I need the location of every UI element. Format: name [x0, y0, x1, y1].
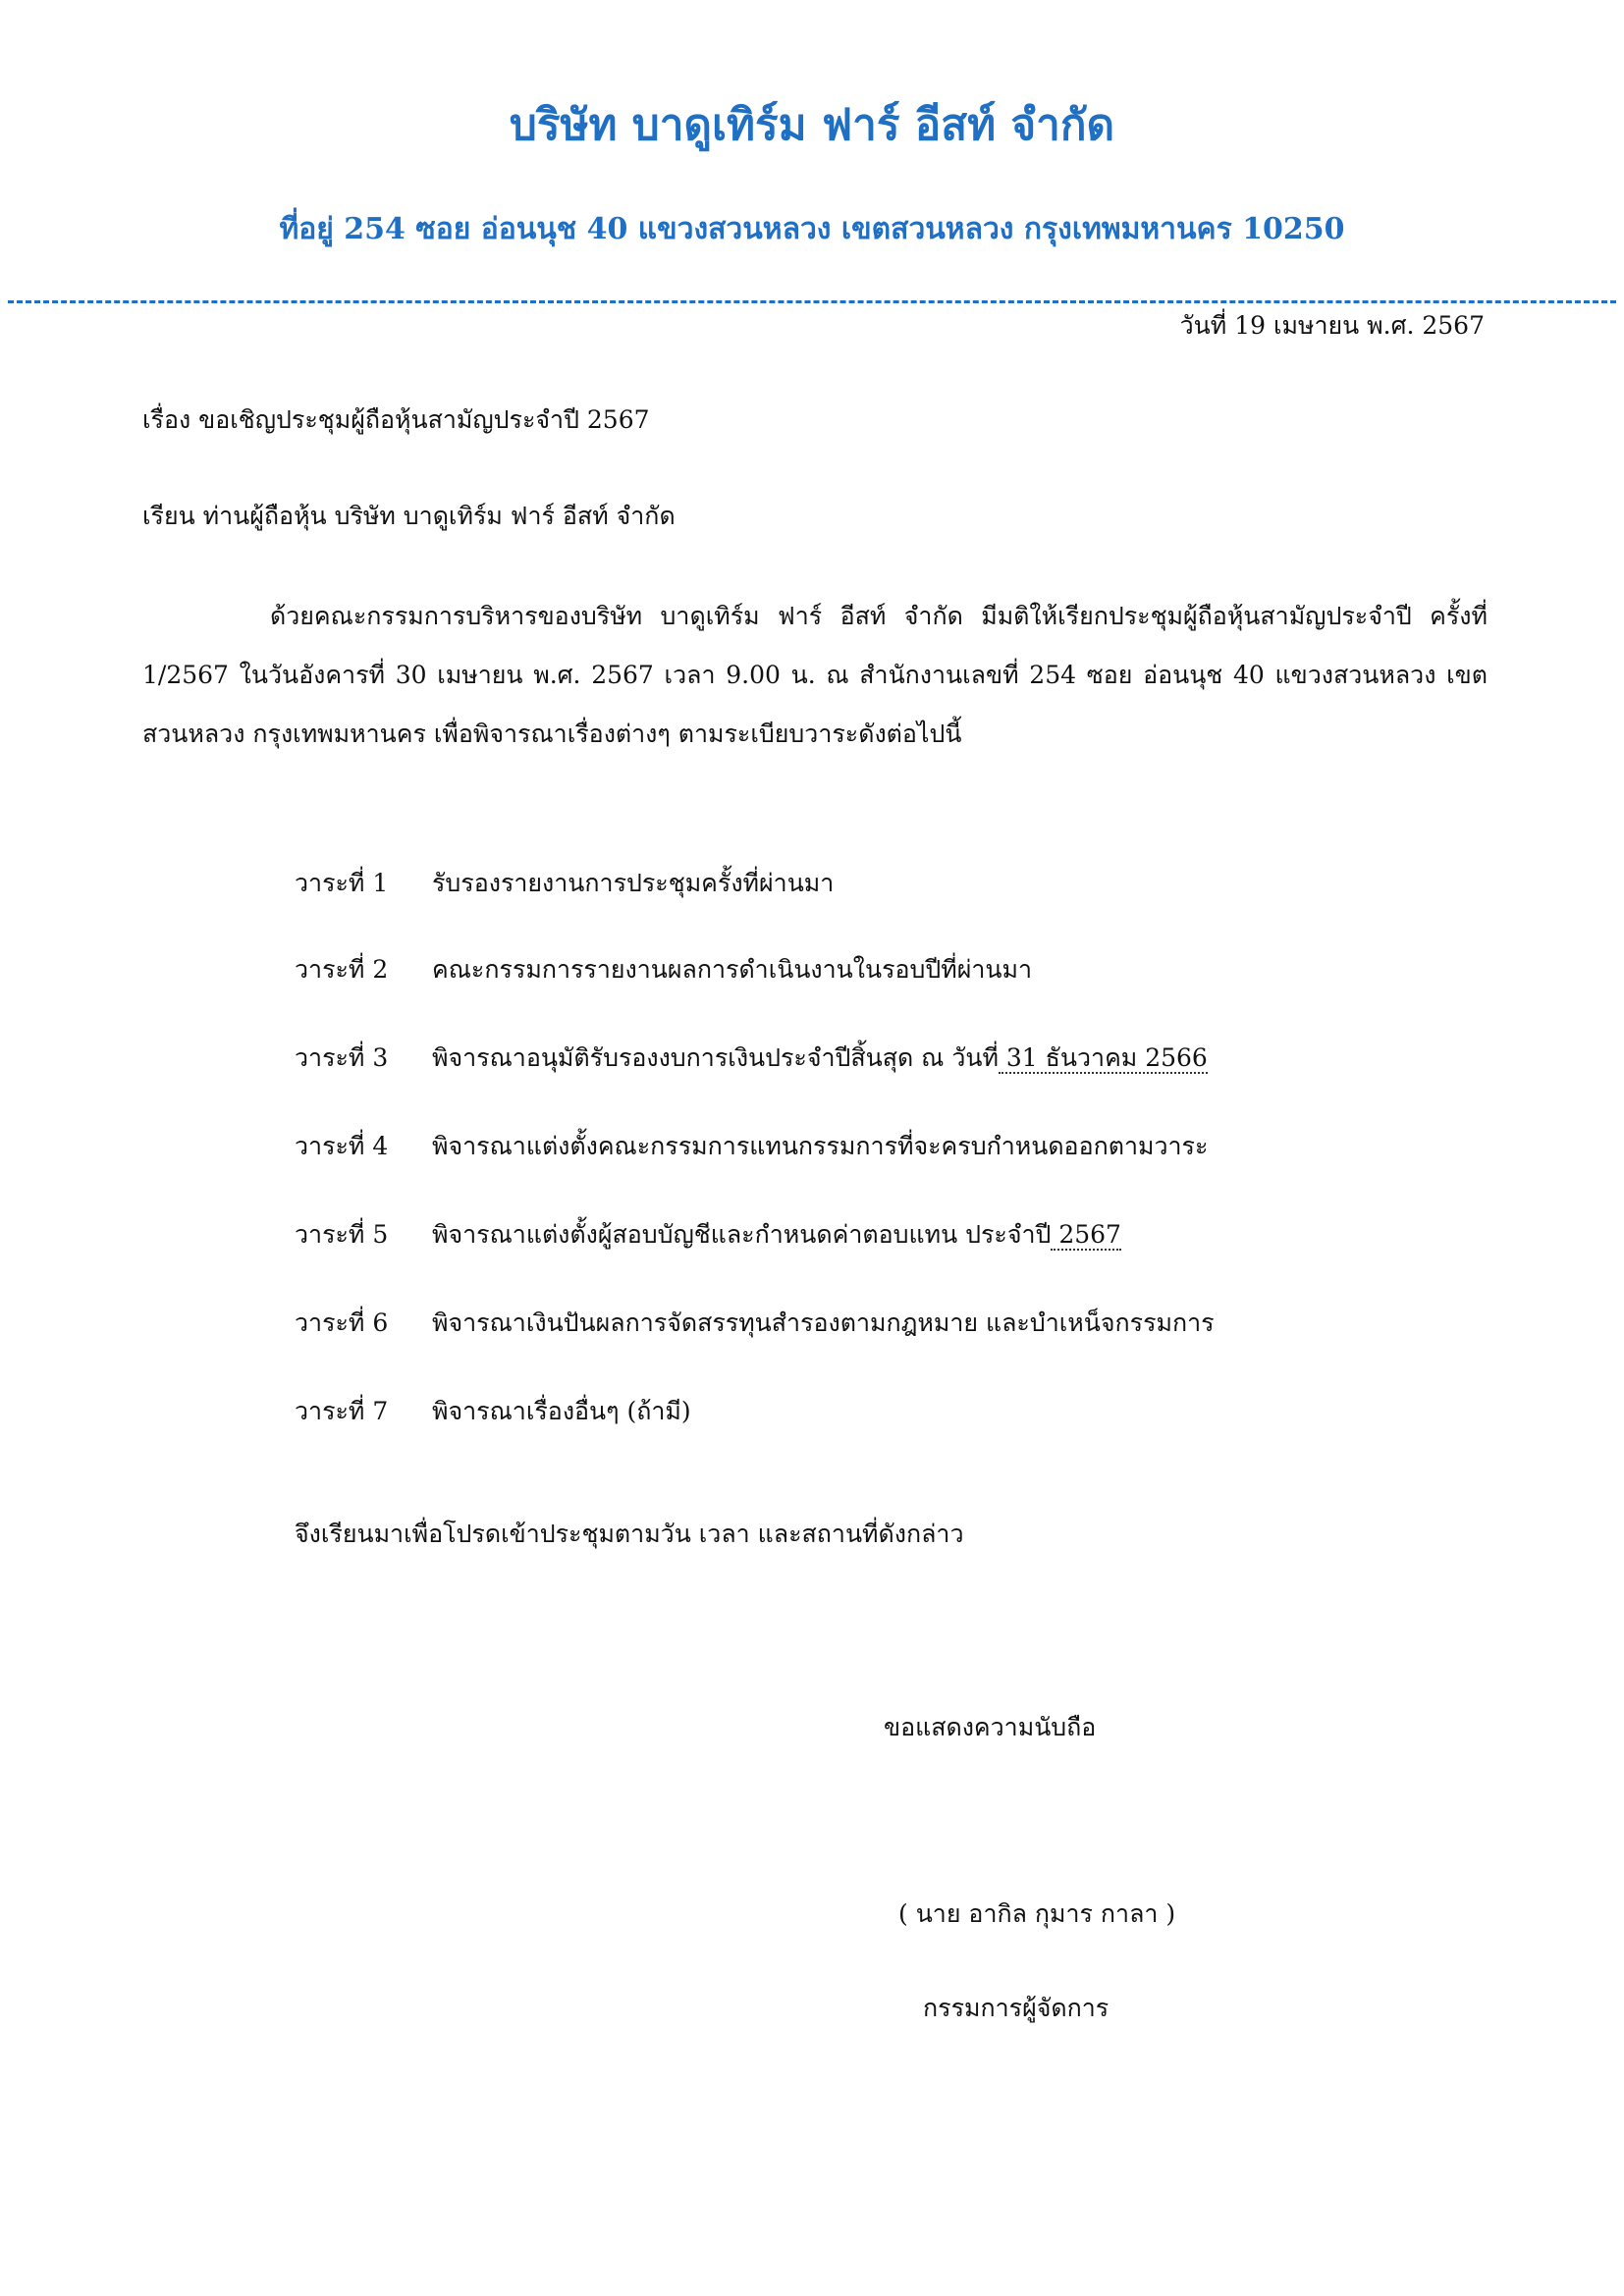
- letter-subject: เรื่อง ขอเชิญประชุมผู้ถือหุ้นสามัญประจำปี 2567: [142, 405, 650, 434]
- agenda-item: [295, 1039, 1208, 1078]
- agenda-text: พิจารณาแต่งตั้งคณะกรรมการแทนกรรมการที่จะครบกำหนดออกตามวาระ: [432, 1132, 1209, 1160]
- letter-closing: จึงเรียนมาเพื่อโปรดเข้าประชุมตามวัน เวลา และสถานที่ดังกล่าว: [295, 1520, 964, 1548]
- agenda-number: วาระที่ 2: [295, 955, 389, 984]
- agenda-number: วาระที่ 5: [295, 1220, 389, 1249]
- agenda-year-fill: 2567: [1051, 1220, 1121, 1249]
- company-address: ที่อยู่ 254 ซอย อ่อนนุช 40 แขวงสวนหลวง เขตสวนหลวง กรุงเทพมหานคร 10250: [279, 212, 1345, 246]
- agenda-text: พิจารณาเงินปันผลการจัดสรรทุนสำรองตามกฎหมาย และบำเหน็จกรรมการ: [432, 1308, 1215, 1337]
- agenda-text: พิจารณาอนุมัติรับรองงบการเงินประจำปีสิ้นสุด ณ วันที่: [432, 1043, 999, 1072]
- letter-signoff: ขอแสดงความนับถือ: [884, 1713, 1097, 1741]
- agenda-number: วาระที่ 3: [295, 1043, 389, 1072]
- signer-title: กรรมการผู้จัดการ: [923, 1994, 1110, 2022]
- agenda-number: วาระที่ 6: [295, 1308, 389, 1337]
- agenda-number: วาระที่ 7: [295, 1397, 389, 1425]
- agenda-item: [295, 950, 1032, 989]
- letter-date: วันที่ 19 เมษายน พ.ศ. 2567: [1179, 311, 1485, 340]
- agenda-number: วาระที่ 4: [295, 1132, 389, 1160]
- agenda-text: พิจารณาแต่งตั้งผู้สอบบัญชีและกำหนดค่าตอบแทน ประจำปี: [432, 1220, 1052, 1249]
- company-name: บริษัท บาดูเทิร์ม ฟาร์ อีสท์ จำกัด: [509, 100, 1115, 150]
- header-divider: [8, 300, 1616, 303]
- agenda-text: คณะกรรมการรายงานผลการดำเนินงานในรอบปีที่ผ่านมา: [432, 955, 1033, 984]
- letter-salutation: เรียน ท่านผู้ถือหุ้น บริษัท บาดูเทิร์ม ฟาร์ อีสท์ จำกัด: [142, 502, 676, 530]
- agenda-item: [295, 1392, 691, 1431]
- agenda-text: รับรองรายงานการประชุมครั้งที่ผ่านมา: [432, 869, 835, 897]
- agenda-item: [295, 1127, 1208, 1166]
- agenda-number: วาระที่ 1: [295, 869, 389, 897]
- agenda-text: พิจารณาเรื่องอื่นๆ (ถ้ามี): [432, 1397, 691, 1425]
- agenda-date-fill: 31 ธันวาคม 2566: [998, 1043, 1208, 1072]
- agenda-item: [295, 864, 834, 903]
- agenda-item: [295, 1215, 1121, 1255]
- signer-name: ( นาย อากิล กุมาร กาลา ): [898, 1899, 1176, 1928]
- letter-body-paragraph: ด้วยคณะกรรมการบริหารของบริษัท บาดูเทิร์ม ฟาร์ อีสท์ จำกัด มีมติให้เรียกประชุมผู้ถือหุ้นสามัญประจำปี ครั้งที่ 1/2567 ในวันอังคารที่ 30 เมษายน พ.ศ. 2567 เวลา 9.00 น. ณ สำนักงานเลขที่ 254 ซอย อ่อนนุช 40 แขวงสวนหลวง เขตสวนหลวง กรุงเทพมหานคร เพื่อพิจารณาเรื่องต่างๆ ตามระเบียบวาระดังต่อไปนี้: [142, 602, 1488, 748]
- agenda-item: [295, 1304, 1215, 1343]
